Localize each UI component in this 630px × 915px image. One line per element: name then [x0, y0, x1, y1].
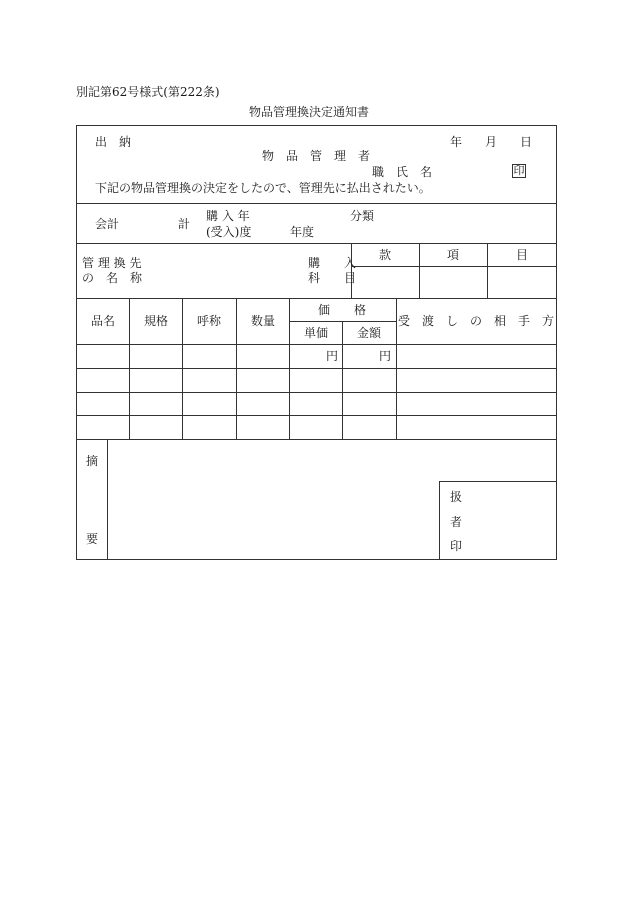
remarks-label-bottom: 要: [86, 532, 99, 546]
call-name-header: 呼称: [196, 314, 222, 328]
divider-table-row-1: [76, 368, 557, 369]
purchase-label: 購 入: [308, 256, 357, 270]
unit-price-yen: 円: [326, 349, 339, 363]
form-number: 別記第62号様式(第222条): [76, 85, 220, 99]
handler-box-left: [439, 481, 440, 560]
amount-yen: 円: [379, 349, 392, 363]
table-col-5: [342, 321, 343, 439]
divider-section2: [76, 243, 557, 244]
moku-header: 目: [515, 248, 529, 262]
remarks-label-top: 摘: [86, 454, 99, 468]
official-name-label: 職 氏 名: [372, 165, 433, 179]
kan-header: 款: [378, 248, 392, 262]
subject-grid-mid2: [487, 243, 488, 298]
table-col-6: [396, 298, 397, 439]
handler-label-1: 扱: [450, 490, 463, 504]
divider-table-bottom: [76, 439, 557, 440]
handler-label-3: 印: [450, 539, 463, 553]
divider-table-row-3: [76, 415, 557, 416]
subject-grid-mid1: [419, 243, 420, 298]
quantity-header: 数量: [250, 314, 276, 328]
total-label: 計: [178, 217, 191, 231]
amount-header: 金額: [356, 326, 382, 340]
accounting-label: 会計: [95, 217, 120, 231]
purchase-year-label: 購 入 年: [206, 209, 250, 223]
divider-section1: [76, 203, 557, 204]
transfer-destination-label: 管 理 換 先: [82, 256, 142, 270]
received-label: (受入)度: [206, 225, 252, 239]
kou-header: 項: [446, 248, 460, 262]
divider-section3: [76, 298, 557, 299]
price-header: 価 格: [317, 303, 367, 317]
table-col-2: [182, 298, 183, 439]
payment-label: 出 納: [95, 135, 132, 149]
subject-label: 科 目: [308, 271, 357, 285]
year-label: 年: [450, 135, 463, 149]
fiscal-year-label: 年度: [290, 225, 315, 239]
unit-price-header: 単価: [303, 326, 329, 340]
table-col-3: [236, 298, 237, 439]
notice-text: 下記の物品管理換の決定をしたので、管理先に払出されたい。: [95, 181, 431, 195]
month-label: 月: [485, 135, 498, 149]
day-label: 日: [520, 135, 533, 149]
table-col-1: [129, 298, 130, 439]
handler-label-2: 者: [450, 515, 463, 529]
divider-table-row-2: [76, 392, 557, 393]
remarks-label-divider: [107, 439, 108, 560]
divider-subject-row: [351, 266, 557, 267]
divider-table-header: [76, 344, 557, 345]
item-name-header: 品名: [90, 314, 116, 328]
spec-header: 規格: [143, 314, 169, 328]
divider-handler-box: [439, 481, 557, 482]
classification-label: 分類: [350, 209, 375, 223]
counterparty-header: 受 渡 し の 相 手 方: [397, 314, 555, 328]
destination-name-label: の 名 称: [82, 271, 143, 285]
property-manager-label: 物 品 管 理 者: [262, 149, 371, 163]
form-title: 物品管理換決定通知書: [249, 105, 370, 119]
table-col-4: [289, 298, 290, 439]
seal-mark: 印: [513, 164, 525, 177]
